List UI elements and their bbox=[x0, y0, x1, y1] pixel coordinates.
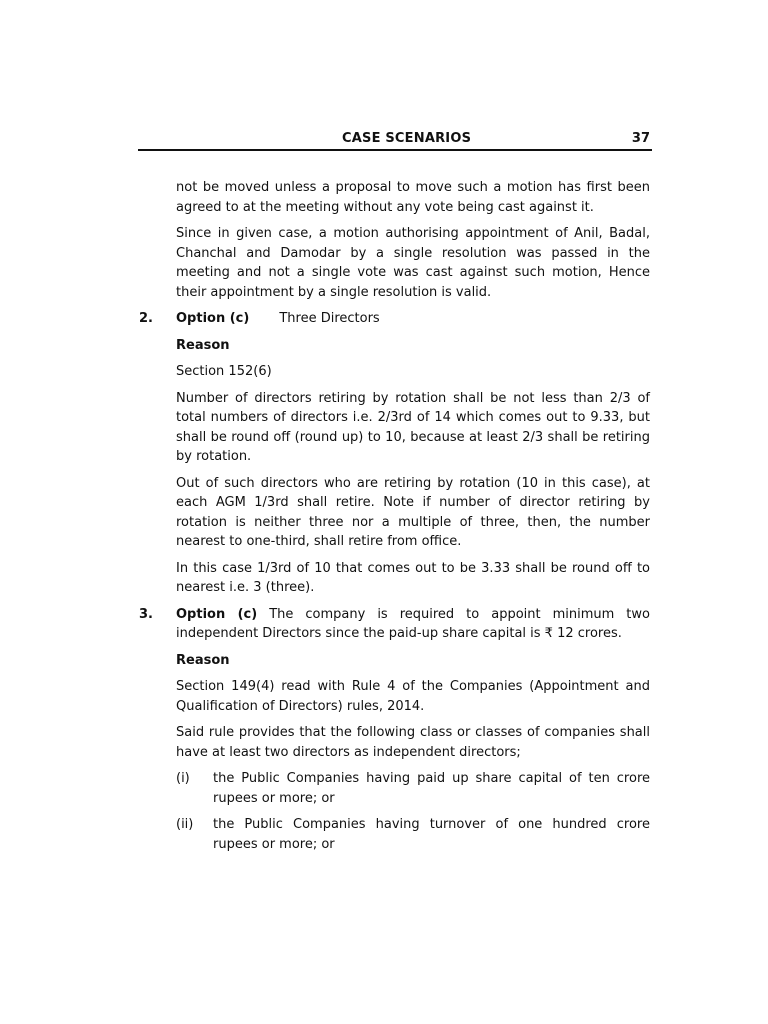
answer-item-3 bbox=[0, 605, 768, 644]
page-header bbox=[138, 131, 652, 151]
list-item-text: the Public Companies having paid up share capital of ten crore rupees or more; or bbox=[213, 771, 650, 806]
q2-paragraph-2: Out of such directors who are retiring by rotation (10 in this case), at each AGM 1/3rd shall retire. Note if number of director retiring by rotation is neither three nor a multiple of three, then, the number nearest to one-third, shall retire from office. bbox=[176, 475, 650, 549]
list-item-label: (i) bbox=[176, 771, 190, 786]
q3-paragraph-2: Said rule provides that the following class or classes of companies shall have at least two directors as independent directors; bbox=[176, 725, 650, 760]
page-content bbox=[0, 178, 768, 861]
intro-paragraph-2: Since in given case, a motion authorising appointment of Anil, Badal, Chanchal and Damodar by a single resolution was passed in the meeting and not a single vote was cast against such motion, Hence their appointment by a single resolution is valid. bbox=[176, 226, 650, 300]
list-item bbox=[0, 815, 768, 854]
q2-paragraph-3: In this case 1/3rd of 10 that comes out to be 3.33 shall be round off to nearest i.e. 3 (three). bbox=[176, 560, 650, 595]
section-reference: Section 152(6) bbox=[176, 364, 272, 379]
page-number: 37 bbox=[631, 131, 650, 146]
item-number: 2. bbox=[139, 311, 153, 326]
answer-text: Three Directors bbox=[279, 311, 380, 326]
answer-line bbox=[176, 309, 650, 329]
q3-paragraph-1: Section 149(4) read with Rule 4 of the Companies (Appointment and Qualification of Directors) rules, 2014. bbox=[176, 679, 650, 714]
answer-item-2 bbox=[0, 309, 768, 329]
reason-heading: Reason bbox=[176, 337, 230, 353]
answer-line bbox=[176, 605, 650, 644]
list-item-label: (ii) bbox=[176, 817, 194, 832]
intro-paragraph-1: not be moved unless a proposal to move such a motion has first been agreed to at the meeting without any vote being cast against it. bbox=[176, 180, 650, 215]
list-item-text: the Public Companies having turnover of one hundred crore rupees or more; or bbox=[213, 817, 650, 852]
running-title: CASE SCENARIOS bbox=[342, 131, 472, 146]
reason-heading: Reason bbox=[176, 652, 230, 668]
option-label: Option (c) bbox=[176, 311, 250, 326]
answer-text: The company is required to appoint minimum two independent Directors since the paid-up share capital is ₹ 12 crores. bbox=[176, 606, 650, 641]
list-item bbox=[0, 769, 768, 808]
item-number: 3. bbox=[139, 606, 153, 622]
option-label: Option (c) bbox=[176, 606, 258, 622]
q2-paragraph-1: Number of directors retiring by rotation shall be not less than 2/3 of total numbers of directors i.e. 2/3rd of 14 which comes out to 9.33, but shall be round off (round up) to 10, because at least 2/3 shall be retiring by rotation. bbox=[176, 390, 650, 464]
